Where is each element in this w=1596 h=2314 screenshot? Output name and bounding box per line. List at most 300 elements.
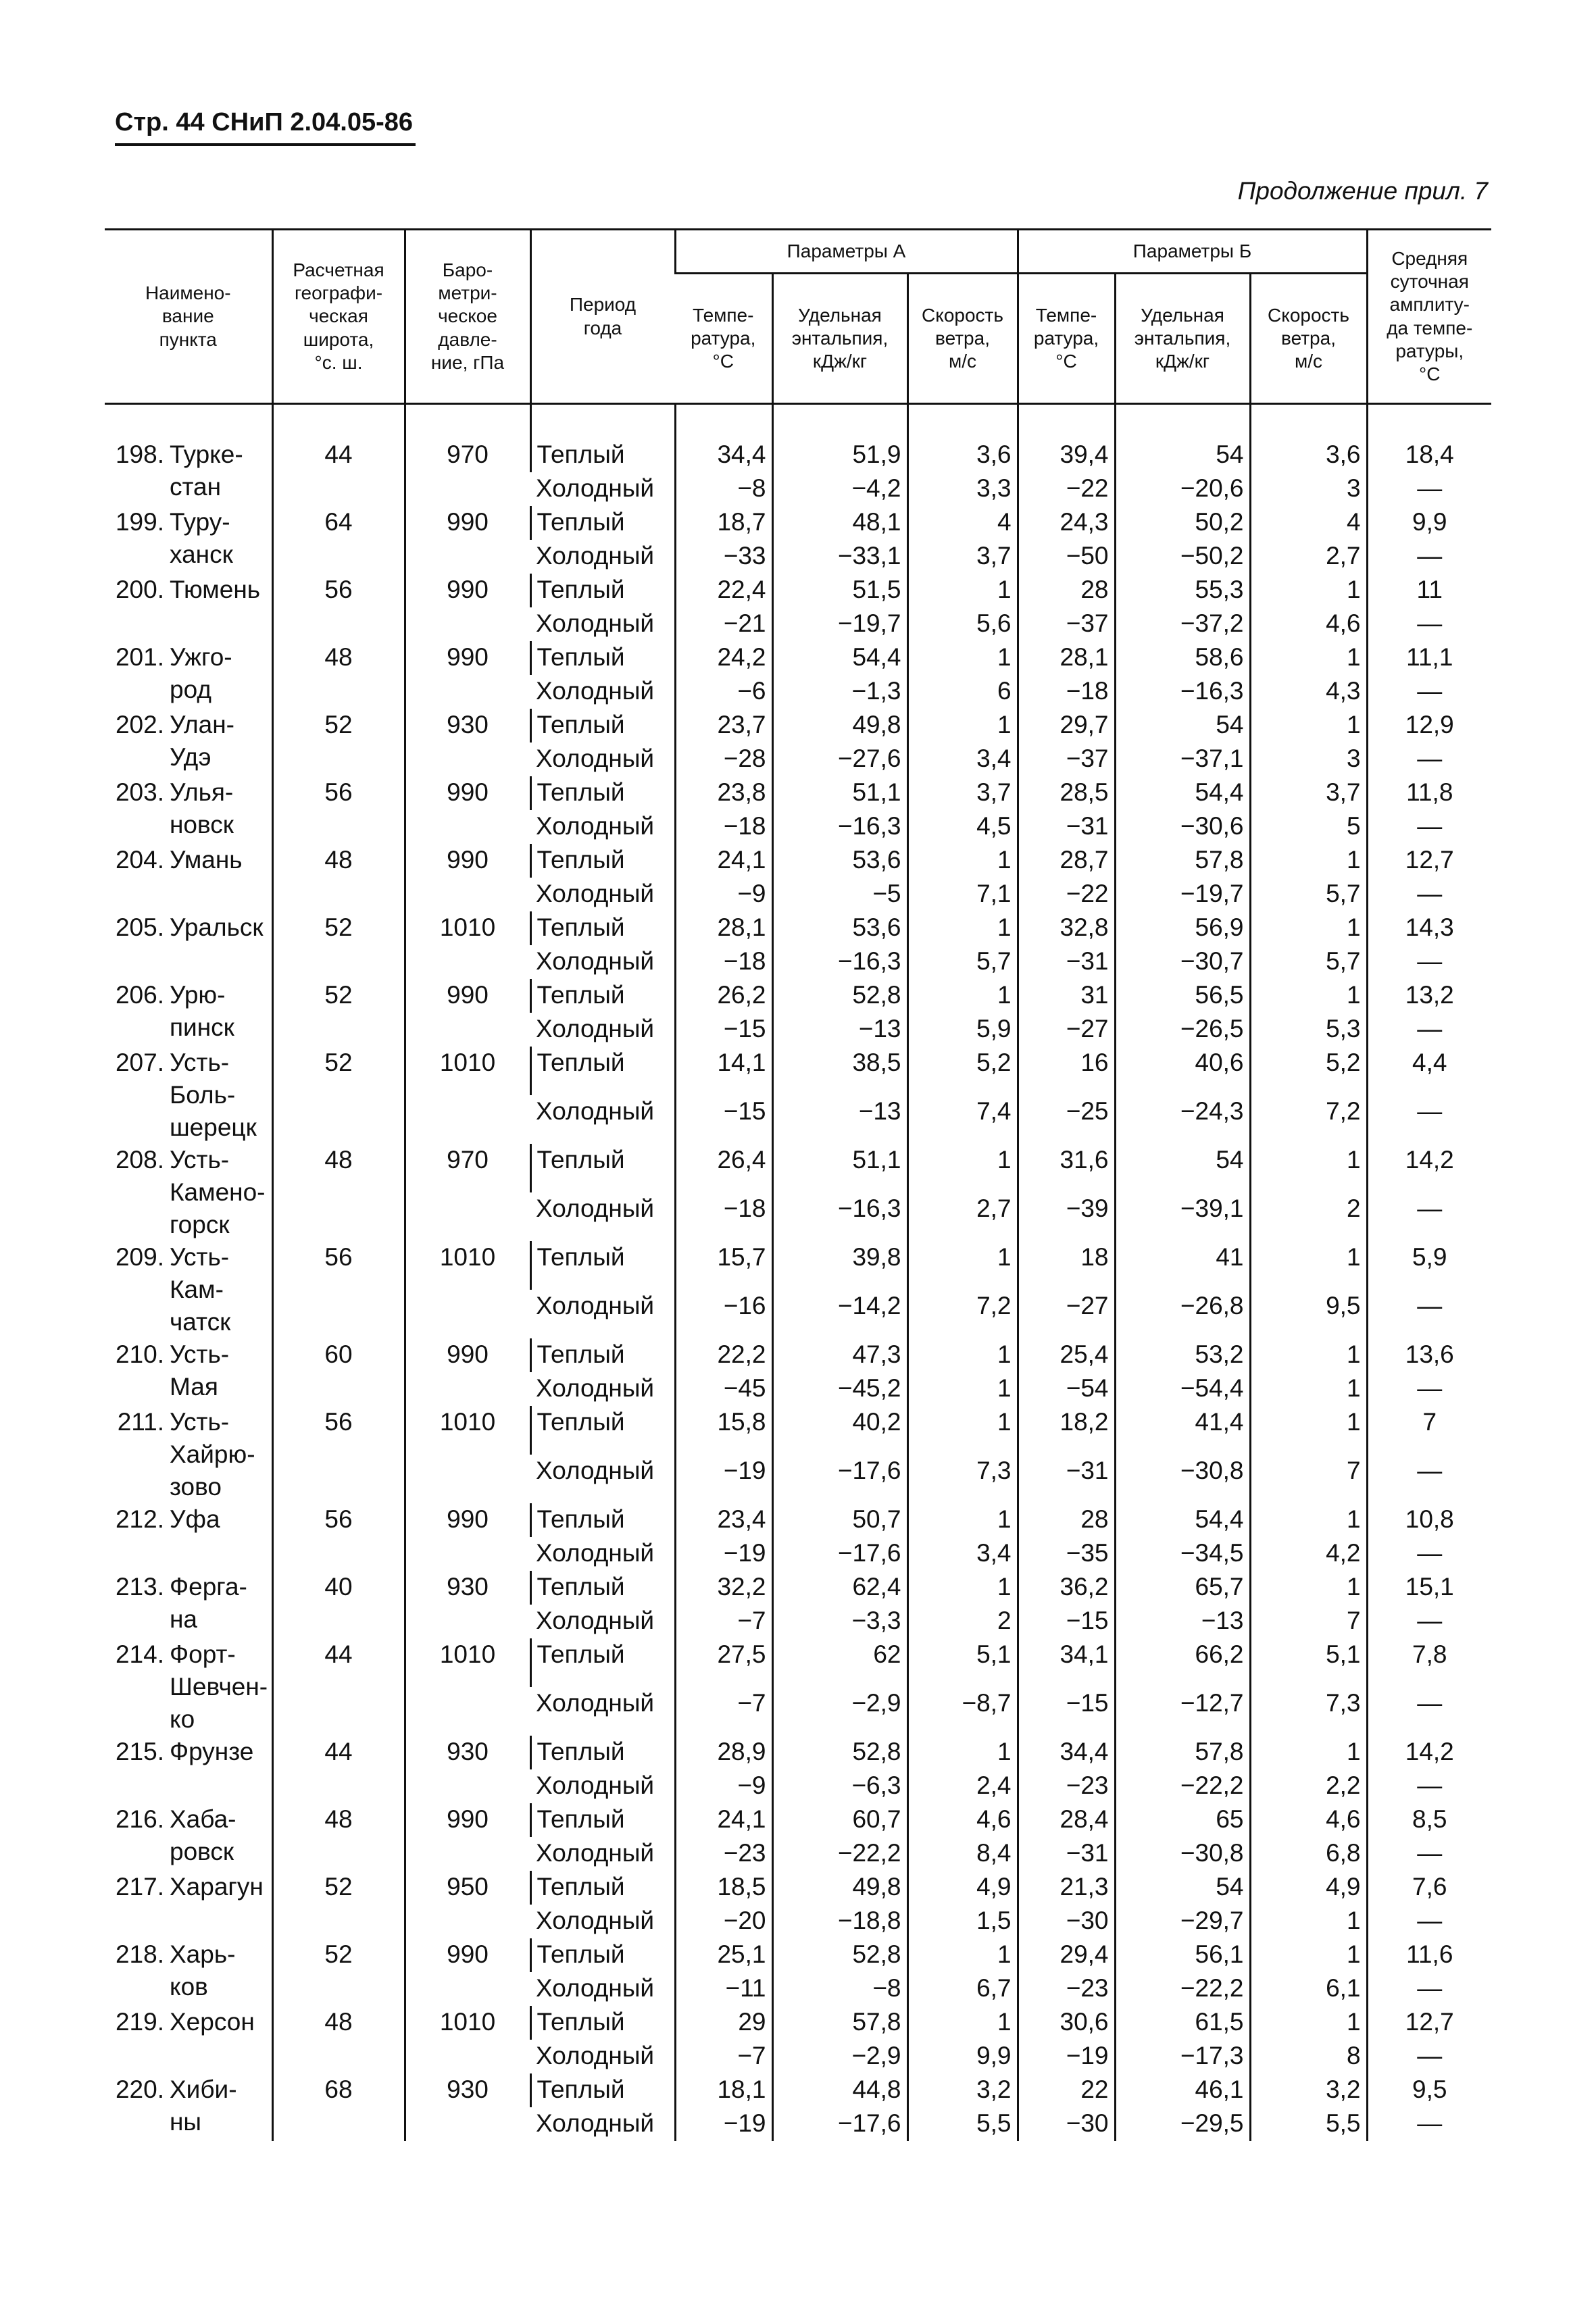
warm-b_wind-cell: 5,2 xyxy=(1250,1047,1367,1095)
cold-b_temp-cell: −50 xyxy=(1018,540,1115,574)
latitude-cell: 52 xyxy=(272,911,405,979)
cold-period-cell: Холодный xyxy=(536,677,655,705)
pressure-cell: 990 xyxy=(405,776,530,844)
warm-a_enth-cell: 51,9 xyxy=(772,404,907,473)
cold-b_enth-cell: −22,2 xyxy=(1115,1972,1250,2006)
cold-b_enth-cell: −54,4 xyxy=(1115,1372,1250,1406)
pressure-cell: 1010 xyxy=(405,2006,530,2073)
table-row xyxy=(105,404,1491,473)
warm-b_temp-cell: 28 xyxy=(1018,1503,1115,1537)
station-name-cell xyxy=(105,1871,272,1938)
page-header: Стр. 44 СНиП 2.04.05-86 xyxy=(115,108,414,136)
warm-b_temp-cell: 24,3 xyxy=(1018,506,1115,540)
warm-b_temp-cell: 31,6 xyxy=(1018,1144,1115,1192)
cold-b_wind-cell: 7 xyxy=(1250,1605,1367,1638)
cold-b_wind-cell: 3 xyxy=(1250,743,1367,776)
warm-a_wind-cell: 4,6 xyxy=(907,1803,1018,1837)
latitude-cell: 68 xyxy=(272,2073,405,2141)
cold-a_temp-cell: −45 xyxy=(675,1372,772,1406)
latitude-cell: 52 xyxy=(272,979,405,1047)
latitude-cell: 52 xyxy=(272,1047,405,1144)
latitude-cell: 44 xyxy=(272,1736,405,1803)
warm-period-cell: Теплый xyxy=(530,1406,675,1455)
pressure-cell: 930 xyxy=(405,709,530,776)
station-name: Усть- Кам- чатск xyxy=(170,1243,231,1336)
station-name: Хиби- ны xyxy=(170,2076,237,2136)
cold-a_enth-cell: −3,3 xyxy=(772,1605,907,1638)
pressure-cell: 930 xyxy=(405,1736,530,1803)
table-row xyxy=(105,1638,1491,1687)
cold-a_temp-cell: −16 xyxy=(675,1290,772,1338)
cold-amp-cell: — xyxy=(1367,2107,1491,2141)
station-number: 199. xyxy=(115,508,164,536)
warm-a_enth-cell: 49,8 xyxy=(772,709,907,743)
cold-a_enth-cell: −27,6 xyxy=(772,743,907,776)
station-number: 208. xyxy=(115,1146,164,1174)
cold-period-cell: Холодный xyxy=(536,947,655,975)
cold-a_wind-cell: 7,1 xyxy=(907,878,1018,911)
cold-a_enth-cell: −22,2 xyxy=(772,1837,907,1871)
cold-a_enth-cell: −1,3 xyxy=(772,675,907,709)
cold-b_enth-cell: −30,8 xyxy=(1115,1455,1250,1503)
pressure-cell: 990 xyxy=(405,1938,530,2006)
warm-amp-cell: 14,2 xyxy=(1367,1736,1491,1769)
header-b-enthalpy: Удельная энтальпия, кДж/кг xyxy=(1115,274,1250,404)
warm-a_enth-cell: 54,4 xyxy=(772,641,907,675)
station-name: Умань xyxy=(170,846,243,874)
warm-a_temp-cell: 28,1 xyxy=(675,911,772,945)
warm-b_enth-cell: 56,1 xyxy=(1115,1938,1250,1972)
cold-a_temp-cell: −23 xyxy=(675,1837,772,1871)
pressure-cell: 970 xyxy=(405,1144,530,1241)
warm-b_temp-cell: 28,4 xyxy=(1018,1803,1115,1837)
cold-b_wind-cell: 3 xyxy=(1250,472,1367,506)
warm-b_temp-cell: 39,4 xyxy=(1018,404,1115,473)
cold-amp-cell: — xyxy=(1367,1537,1491,1571)
cold-amp-cell: — xyxy=(1367,2040,1491,2073)
header-a-wind: Скорость ветра, м/с xyxy=(907,274,1018,404)
warm-period-cell: Теплый xyxy=(530,404,675,473)
cold-b_temp-cell: −37 xyxy=(1018,743,1115,776)
cold-b_wind-cell: 1 xyxy=(1250,1372,1367,1406)
station-name: Хаба- ровск xyxy=(170,1805,236,1865)
cold-period-cell: Холодный xyxy=(536,1194,655,1222)
pressure-cell: 990 xyxy=(405,1338,530,1406)
warm-a_wind-cell: 1 xyxy=(907,1503,1018,1537)
latitude-cell: 64 xyxy=(272,506,405,574)
cold-a_wind-cell: −8,7 xyxy=(907,1687,1018,1736)
warm-a_wind-cell: 1 xyxy=(907,574,1018,607)
cold-b_wind-cell: 7 xyxy=(1250,1455,1367,1503)
cold-a_wind-cell: 6 xyxy=(907,675,1018,709)
station-name-cell xyxy=(105,574,272,641)
cold-b_enth-cell: −50,2 xyxy=(1115,540,1250,574)
cold-a_wind-cell: 7,2 xyxy=(907,1290,1018,1338)
climate-parameters-table xyxy=(105,228,1491,2141)
station-name-cell xyxy=(105,404,272,507)
warm-a_temp-cell: 25,1 xyxy=(675,1938,772,1972)
warm-a_temp-cell: 23,8 xyxy=(675,776,772,810)
warm-a_temp-cell: 22,2 xyxy=(675,1338,772,1372)
pressure-cell: 1010 xyxy=(405,911,530,979)
cold-b_wind-cell: 6,1 xyxy=(1250,1972,1367,2006)
cold-b_wind-cell: 6,8 xyxy=(1250,1837,1367,1871)
cold-a_temp-cell: −20 xyxy=(675,1905,772,1938)
station-number: 201. xyxy=(115,643,164,671)
station-name-cell xyxy=(105,1938,272,2006)
cold-a_enth-cell: −16,3 xyxy=(772,1192,907,1241)
cold-a_wind-cell: 7,3 xyxy=(907,1455,1018,1503)
station-number: 213. xyxy=(115,1573,164,1601)
warm-b_temp-cell: 28,1 xyxy=(1018,641,1115,675)
pressure-cell: 990 xyxy=(405,506,530,574)
warm-amp-cell: 12,9 xyxy=(1367,709,1491,743)
cold-b_enth-cell: −13 xyxy=(1115,1605,1250,1638)
warm-period-cell: Теплый xyxy=(530,574,675,607)
pressure-cell: 990 xyxy=(405,641,530,709)
warm-amp-cell: 12,7 xyxy=(1367,2006,1491,2040)
warm-a_wind-cell: 1 xyxy=(907,1144,1018,1192)
cold-period-cell: Холодный xyxy=(536,1839,655,1867)
warm-a_enth-cell: 53,6 xyxy=(772,911,907,945)
warm-period-cell: Теплый xyxy=(530,1503,675,1537)
station-name-cell xyxy=(105,1736,272,1803)
pressure-cell: 970 xyxy=(405,404,530,507)
cold-a_wind-cell: 1,5 xyxy=(907,1905,1018,1938)
warm-a_wind-cell: 1 xyxy=(907,1338,1018,1372)
warm-a_enth-cell: 51,1 xyxy=(772,1144,907,1192)
station-name-cell xyxy=(105,1338,272,1406)
station-name-cell xyxy=(105,844,272,911)
cold-period-cell: Холодный xyxy=(536,1292,655,1319)
header-b-temp: Темпе- ратура, °С xyxy=(1018,274,1115,404)
station-name: Туру- ханск xyxy=(170,508,233,568)
warm-b_temp-cell: 18,2 xyxy=(1018,1406,1115,1455)
warm-b_temp-cell: 22 xyxy=(1018,2073,1115,2107)
header-group-b: Параметры Б xyxy=(1018,230,1367,274)
header-latitude: Расчетная географи- ческая широта, °с. ш. xyxy=(272,230,405,404)
table-row xyxy=(105,574,1491,607)
station-name-cell xyxy=(105,709,272,776)
warm-b_wind-cell: 1 xyxy=(1250,1241,1367,1290)
cold-b_wind-cell: 2 xyxy=(1250,1192,1367,1241)
cold-a_wind-cell: 3,7 xyxy=(907,540,1018,574)
cold-amp-cell: — xyxy=(1367,1455,1491,1503)
latitude-cell: 44 xyxy=(272,404,405,507)
warm-b_enth-cell: 54 xyxy=(1115,404,1250,473)
station-number: 220. xyxy=(115,2076,164,2103)
station-name-cell xyxy=(105,1241,272,1338)
cold-b_enth-cell: −12,7 xyxy=(1115,1687,1250,1736)
cold-amp-cell: — xyxy=(1367,1837,1491,1871)
warm-a_enth-cell: 51,1 xyxy=(772,776,907,810)
warm-a_wind-cell: 1 xyxy=(907,1406,1018,1455)
cold-a_temp-cell: −21 xyxy=(675,607,772,641)
warm-amp-cell: 8,5 xyxy=(1367,1803,1491,1837)
warm-period-cell: Теплый xyxy=(530,1938,675,1972)
warm-b_enth-cell: 56,5 xyxy=(1115,979,1250,1013)
warm-a_enth-cell: 57,8 xyxy=(772,2006,907,2040)
warm-a_wind-cell: 1 xyxy=(907,1571,1018,1605)
warm-amp-cell: 9,9 xyxy=(1367,506,1491,540)
cold-amp-cell: — xyxy=(1367,1192,1491,1241)
cold-a_enth-cell: −16,3 xyxy=(772,810,907,844)
pressure-cell: 990 xyxy=(405,979,530,1047)
warm-a_enth-cell: 38,5 xyxy=(772,1047,907,1095)
warm-b_temp-cell: 28,5 xyxy=(1018,776,1115,810)
cold-period-cell: Холодный xyxy=(536,609,655,637)
cold-b_temp-cell: −30 xyxy=(1018,2107,1115,2141)
cold-a_enth-cell: −2,9 xyxy=(772,2040,907,2073)
warm-a_wind-cell: 1 xyxy=(907,709,1018,743)
warm-a_wind-cell: 1 xyxy=(907,979,1018,1013)
cold-a_enth-cell: −2,9 xyxy=(772,1687,907,1736)
pressure-cell: 1010 xyxy=(405,1638,530,1736)
cold-a_enth-cell: −8 xyxy=(772,1972,907,2006)
cold-a_temp-cell: −28 xyxy=(675,743,772,776)
warm-b_wind-cell: 1 xyxy=(1250,1338,1367,1372)
pressure-cell: 930 xyxy=(405,1571,530,1638)
warm-a_temp-cell: 18,1 xyxy=(675,2073,772,2107)
warm-b_temp-cell: 28,7 xyxy=(1018,844,1115,878)
warm-a_temp-cell: 34,4 xyxy=(675,404,772,473)
latitude-cell: 40 xyxy=(272,1571,405,1638)
cold-period-cell: Холодный xyxy=(536,2042,655,2069)
cold-a_enth-cell: −4,2 xyxy=(772,472,907,506)
cold-b_temp-cell: −23 xyxy=(1018,1769,1115,1803)
latitude-cell: 44 xyxy=(272,1638,405,1736)
cold-period-cell: Холодный xyxy=(536,542,655,570)
cold-period-cell: Холодный xyxy=(536,1539,655,1567)
cold-b_wind-cell: 5,3 xyxy=(1250,1013,1367,1047)
station-name: Уральск xyxy=(170,913,264,941)
cold-a_enth-cell: −45,2 xyxy=(772,1372,907,1406)
latitude-cell: 48 xyxy=(272,844,405,911)
table-row xyxy=(105,2006,1491,2040)
warm-a_wind-cell: 1 xyxy=(907,1938,1018,1972)
cold-b_wind-cell: 4,6 xyxy=(1250,607,1367,641)
station-name: Усть- Боль- шерецк xyxy=(170,1049,257,1141)
cold-a_temp-cell: −15 xyxy=(675,1095,772,1144)
station-number: 198. xyxy=(115,441,164,468)
warm-b_wind-cell: 1 xyxy=(1250,911,1367,945)
station-number: 209. xyxy=(115,1243,164,1271)
table-row xyxy=(105,1871,1491,1905)
station-name: Усть- Хайрю- зово xyxy=(170,1408,255,1501)
warm-a_temp-cell: 23,4 xyxy=(675,1503,772,1537)
cold-a_enth-cell: −14,2 xyxy=(772,1290,907,1338)
cold-a_enth-cell: −6,3 xyxy=(772,1769,907,1803)
cold-a_temp-cell: −9 xyxy=(675,1769,772,1803)
cold-period-cell: Холодный xyxy=(536,474,655,502)
warm-a_temp-cell: 22,4 xyxy=(675,574,772,607)
warm-b_wind-cell: 1 xyxy=(1250,1571,1367,1605)
cold-b_temp-cell: −31 xyxy=(1018,1837,1115,1871)
station-name: Усть- Камено- горск xyxy=(170,1146,266,1238)
cold-a_wind-cell: 5,9 xyxy=(907,1013,1018,1047)
cold-period-cell: Холодный xyxy=(536,1974,655,2002)
warm-a_temp-cell: 18,7 xyxy=(675,506,772,540)
warm-a_temp-cell: 15,8 xyxy=(675,1406,772,1455)
warm-a_wind-cell: 3,2 xyxy=(907,2073,1018,2107)
cold-amp-cell: — xyxy=(1367,540,1491,574)
cold-b_wind-cell: 1 xyxy=(1250,1905,1367,1938)
warm-a_enth-cell: 48,1 xyxy=(772,506,907,540)
warm-a_temp-cell: 15,7 xyxy=(675,1241,772,1290)
station-number: 214. xyxy=(115,1640,164,1668)
warm-a_wind-cell: 5,1 xyxy=(907,1638,1018,1687)
warm-b_wind-cell: 5,1 xyxy=(1250,1638,1367,1687)
table-row xyxy=(105,979,1491,1013)
table-row xyxy=(105,1571,1491,1605)
header-period: Период года xyxy=(530,230,675,404)
cold-b_enth-cell: −39,1 xyxy=(1115,1192,1250,1241)
warm-a_wind-cell: 1 xyxy=(907,641,1018,675)
cold-b_temp-cell: −25 xyxy=(1018,1095,1115,1144)
warm-amp-cell: 13,6 xyxy=(1367,1338,1491,1372)
warm-b_enth-cell: 65,7 xyxy=(1115,1571,1250,1605)
warm-period-cell: Теплый xyxy=(530,1871,675,1905)
warm-b_enth-cell: 54,4 xyxy=(1115,776,1250,810)
cold-b_enth-cell: −29,5 xyxy=(1115,2107,1250,2141)
header-name: Наимено- вание пункта xyxy=(105,230,272,404)
cold-b_wind-cell: 4,2 xyxy=(1250,1537,1367,1571)
cold-b_temp-cell: −15 xyxy=(1018,1605,1115,1638)
warm-period-cell: Теплый xyxy=(530,844,675,878)
cold-amp-cell: — xyxy=(1367,1605,1491,1638)
latitude-cell: 48 xyxy=(272,1144,405,1241)
warm-b_wind-cell: 4,6 xyxy=(1250,1803,1367,1837)
warm-b_enth-cell: 46,1 xyxy=(1115,2073,1250,2107)
warm-a_temp-cell: 26,2 xyxy=(675,979,772,1013)
cold-b_enth-cell: −16,3 xyxy=(1115,675,1250,709)
warm-a_temp-cell: 14,1 xyxy=(675,1047,772,1095)
cold-a_temp-cell: −7 xyxy=(675,2040,772,2073)
cold-b_temp-cell: −15 xyxy=(1018,1687,1115,1736)
warm-a_temp-cell: 28,9 xyxy=(675,1736,772,1769)
cold-period-cell: Холодный xyxy=(536,1689,655,1717)
station-name-cell xyxy=(105,979,272,1047)
cold-b_temp-cell: −22 xyxy=(1018,878,1115,911)
warm-b_enth-cell: 50,2 xyxy=(1115,506,1250,540)
station-number: 211. xyxy=(117,1408,164,1436)
warm-b_enth-cell: 66,2 xyxy=(1115,1638,1250,1687)
warm-amp-cell: 18,4 xyxy=(1367,404,1491,473)
cold-b_temp-cell: −31 xyxy=(1018,1455,1115,1503)
warm-period-cell: Теплый xyxy=(530,1803,675,1837)
warm-a_enth-cell: 52,8 xyxy=(772,1938,907,1972)
cold-a_wind-cell: 3,4 xyxy=(907,1537,1018,1571)
warm-amp-cell: 5,9 xyxy=(1367,1241,1491,1290)
warm-b_temp-cell: 25,4 xyxy=(1018,1338,1115,1372)
station-name-cell xyxy=(105,1503,272,1571)
warm-b_wind-cell: 4 xyxy=(1250,506,1367,540)
station-name: Ужго- род xyxy=(170,643,232,703)
station-name-cell xyxy=(105,2073,272,2141)
cold-b_enth-cell: −30,6 xyxy=(1115,810,1250,844)
warm-amp-cell: 12,7 xyxy=(1367,844,1491,878)
table-row xyxy=(105,776,1491,810)
table-row xyxy=(105,709,1491,743)
cold-a_temp-cell: −18 xyxy=(675,810,772,844)
latitude-cell: 56 xyxy=(272,1503,405,1571)
cold-b_wind-cell: 5,7 xyxy=(1250,945,1367,979)
warm-a_enth-cell: 40,2 xyxy=(772,1406,907,1455)
warm-a_enth-cell: 52,8 xyxy=(772,1736,907,1769)
warm-amp-cell: 7,8 xyxy=(1367,1638,1491,1687)
latitude-cell: 56 xyxy=(272,574,405,641)
cold-amp-cell: — xyxy=(1367,607,1491,641)
warm-b_enth-cell: 41 xyxy=(1115,1241,1250,1290)
station-name: Турке- стан xyxy=(170,441,243,501)
station-name-cell xyxy=(105,641,272,709)
cold-b_enth-cell: −37,1 xyxy=(1115,743,1250,776)
warm-amp-cell: 7,6 xyxy=(1367,1871,1491,1905)
pressure-cell: 990 xyxy=(405,1503,530,1571)
header-b-wind: Скорость ветра, м/с xyxy=(1250,274,1367,404)
cold-a_wind-cell: 2,7 xyxy=(907,1192,1018,1241)
table-body xyxy=(105,404,1491,2142)
cold-a_enth-cell: −17,6 xyxy=(772,1455,907,1503)
warm-amp-cell: 11,8 xyxy=(1367,776,1491,810)
cold-period-cell: Холодный xyxy=(536,812,655,840)
warm-amp-cell: 11 xyxy=(1367,574,1491,607)
station-name: Херсон xyxy=(170,2008,255,2036)
warm-b_temp-cell: 16 xyxy=(1018,1047,1115,1095)
cold-a_enth-cell: −18,8 xyxy=(772,1905,907,1938)
latitude-cell: 56 xyxy=(272,1241,405,1338)
cold-b_wind-cell: 7,3 xyxy=(1250,1687,1367,1736)
cold-period-cell: Холодный xyxy=(536,1457,655,1484)
station-name: Усть- Мая xyxy=(170,1340,230,1401)
cold-b_enth-cell: −17,3 xyxy=(1115,2040,1250,2073)
warm-period-cell: Теплый xyxy=(530,641,675,675)
warm-a_wind-cell: 3,6 xyxy=(907,404,1018,473)
warm-period-cell: Теплый xyxy=(530,1338,675,1372)
header-pressure: Баро- метри- ческое давле- ние, гПа xyxy=(405,230,530,404)
warm-amp-cell: 13,2 xyxy=(1367,979,1491,1013)
cold-a_temp-cell: −19 xyxy=(675,2107,772,2141)
cold-amp-cell: — xyxy=(1367,1095,1491,1144)
warm-b_enth-cell: 54 xyxy=(1115,1871,1250,1905)
cold-a_wind-cell: 5,5 xyxy=(907,2107,1018,2141)
cold-a_wind-cell: 3,4 xyxy=(907,743,1018,776)
header-underline xyxy=(115,143,416,146)
warm-a_enth-cell: 39,8 xyxy=(772,1241,907,1290)
table-row xyxy=(105,1338,1491,1372)
pressure-cell: 1010 xyxy=(405,1406,530,1503)
warm-a_temp-cell: 24,1 xyxy=(675,844,772,878)
station-number: 204. xyxy=(115,846,164,874)
cold-a_temp-cell: −7 xyxy=(675,1687,772,1736)
warm-a_enth-cell: 62,4 xyxy=(772,1571,907,1605)
warm-a_enth-cell: 52,8 xyxy=(772,979,907,1013)
cold-b_temp-cell: −54 xyxy=(1018,1372,1115,1406)
warm-b_wind-cell: 1 xyxy=(1250,641,1367,675)
cold-b_wind-cell: 7,2 xyxy=(1250,1095,1367,1144)
table-row xyxy=(105,1047,1491,1095)
cold-a_temp-cell: −19 xyxy=(675,1455,772,1503)
warm-amp-cell: 4,4 xyxy=(1367,1047,1491,1095)
warm-period-cell: Теплый xyxy=(530,1638,675,1687)
station-number: 215. xyxy=(115,1738,164,1765)
cold-amp-cell: — xyxy=(1367,1372,1491,1406)
header-a-enthalpy: Удельная энтальпия, кДж/кг xyxy=(772,274,907,404)
pressure-cell: 990 xyxy=(405,574,530,641)
cold-amp-cell: — xyxy=(1367,1905,1491,1938)
cold-amp-cell: — xyxy=(1367,1687,1491,1736)
cold-b_wind-cell: 5,5 xyxy=(1250,2107,1367,2141)
